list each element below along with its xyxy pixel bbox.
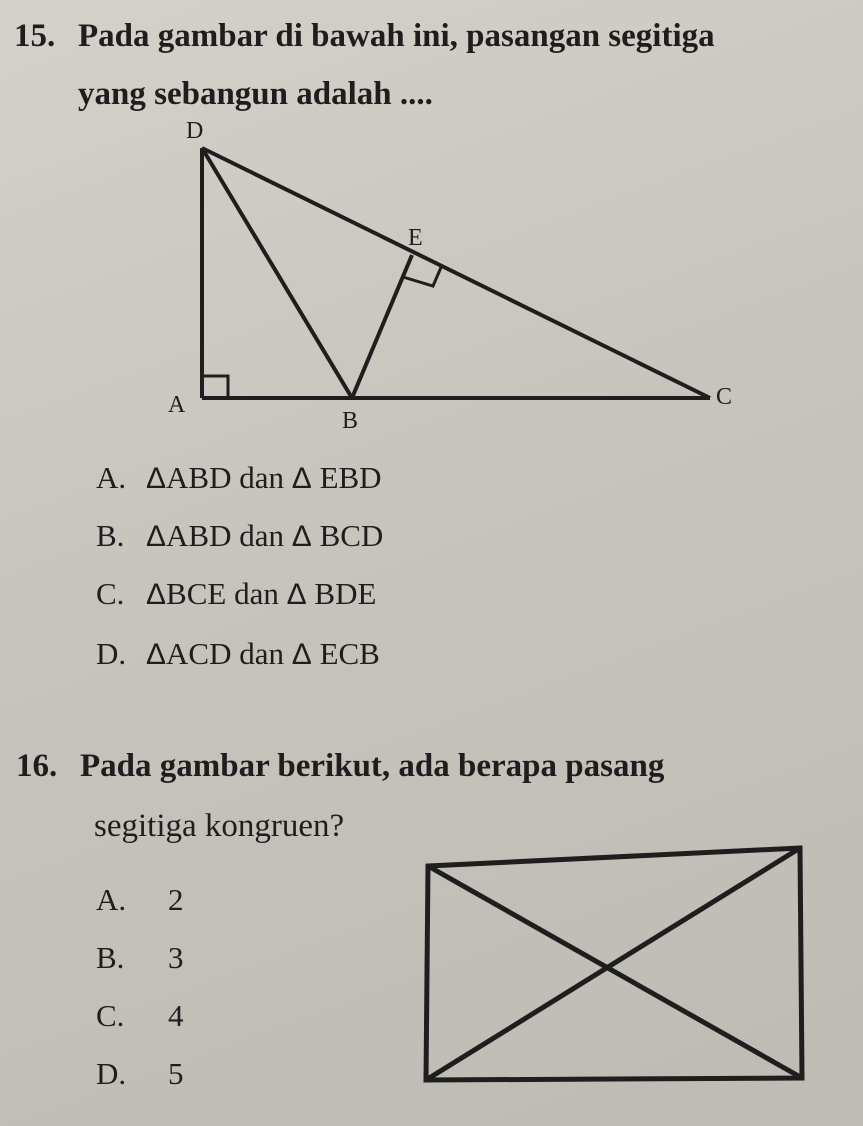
triangle-icon: Δ xyxy=(146,462,167,495)
q15-text-line1: Pada gambar di bawah ini, pasangan segitiga xyxy=(78,18,715,54)
q16-option-b[interactable] xyxy=(96,940,184,976)
option-pair1: ABD xyxy=(166,460,232,495)
q15-number: 15. xyxy=(14,18,56,54)
q16-number: 16. xyxy=(16,748,58,784)
triangle-icon: Δ xyxy=(146,520,167,553)
triangle-icon: Δ xyxy=(146,578,167,611)
option-letter: A. xyxy=(96,460,127,495)
q16-option-c[interactable] xyxy=(96,998,184,1034)
label-c: C xyxy=(716,384,733,410)
q16-option-a[interactable] xyxy=(96,882,184,918)
label-e: E xyxy=(408,225,423,251)
triangle-icon: Δ xyxy=(291,462,312,495)
option-letter: D. xyxy=(96,636,127,671)
option-conj: dan xyxy=(239,636,285,671)
option-pair2: EBD xyxy=(319,460,382,495)
option-pair1: ABD xyxy=(166,518,232,553)
triangle-icon: Δ xyxy=(286,578,307,611)
option-letter: B. xyxy=(96,940,125,975)
q16-option-d[interactable] xyxy=(96,1056,184,1092)
option-value: 5 xyxy=(168,1056,184,1091)
option-letter: D. xyxy=(96,1056,127,1091)
option-letter: C. xyxy=(96,576,125,611)
option-conj: dan xyxy=(239,518,285,553)
option-letter: B. xyxy=(96,518,125,553)
option-conj: dan xyxy=(239,460,285,495)
q16-text-line2: segitiga kongruen? xyxy=(94,808,345,844)
option-letter: A. xyxy=(96,882,127,917)
option-pair2: ECB xyxy=(319,636,380,671)
option-pair2: BCD xyxy=(319,518,384,553)
option-value: 3 xyxy=(168,940,184,975)
option-pair1: BCE xyxy=(166,576,227,611)
option-pair1: ACD xyxy=(166,636,232,671)
label-d: D xyxy=(186,118,204,144)
option-conj: dan xyxy=(234,576,279,611)
triangle-icon: Δ xyxy=(146,638,167,671)
label-a: A xyxy=(168,392,186,418)
q16-text-line1: Pada gambar berikut, ada berapa pasang xyxy=(80,748,665,784)
triangle-icon: Δ xyxy=(291,638,312,671)
option-value: 2 xyxy=(168,882,184,917)
triangle-icon: Δ xyxy=(291,520,312,553)
option-value: 4 xyxy=(168,998,184,1033)
q15-text-line2: yang sebangun adalah .... xyxy=(78,76,433,112)
option-pair2: BDE xyxy=(314,576,377,611)
label-b: B xyxy=(342,408,359,434)
option-letter: C. xyxy=(96,998,125,1033)
